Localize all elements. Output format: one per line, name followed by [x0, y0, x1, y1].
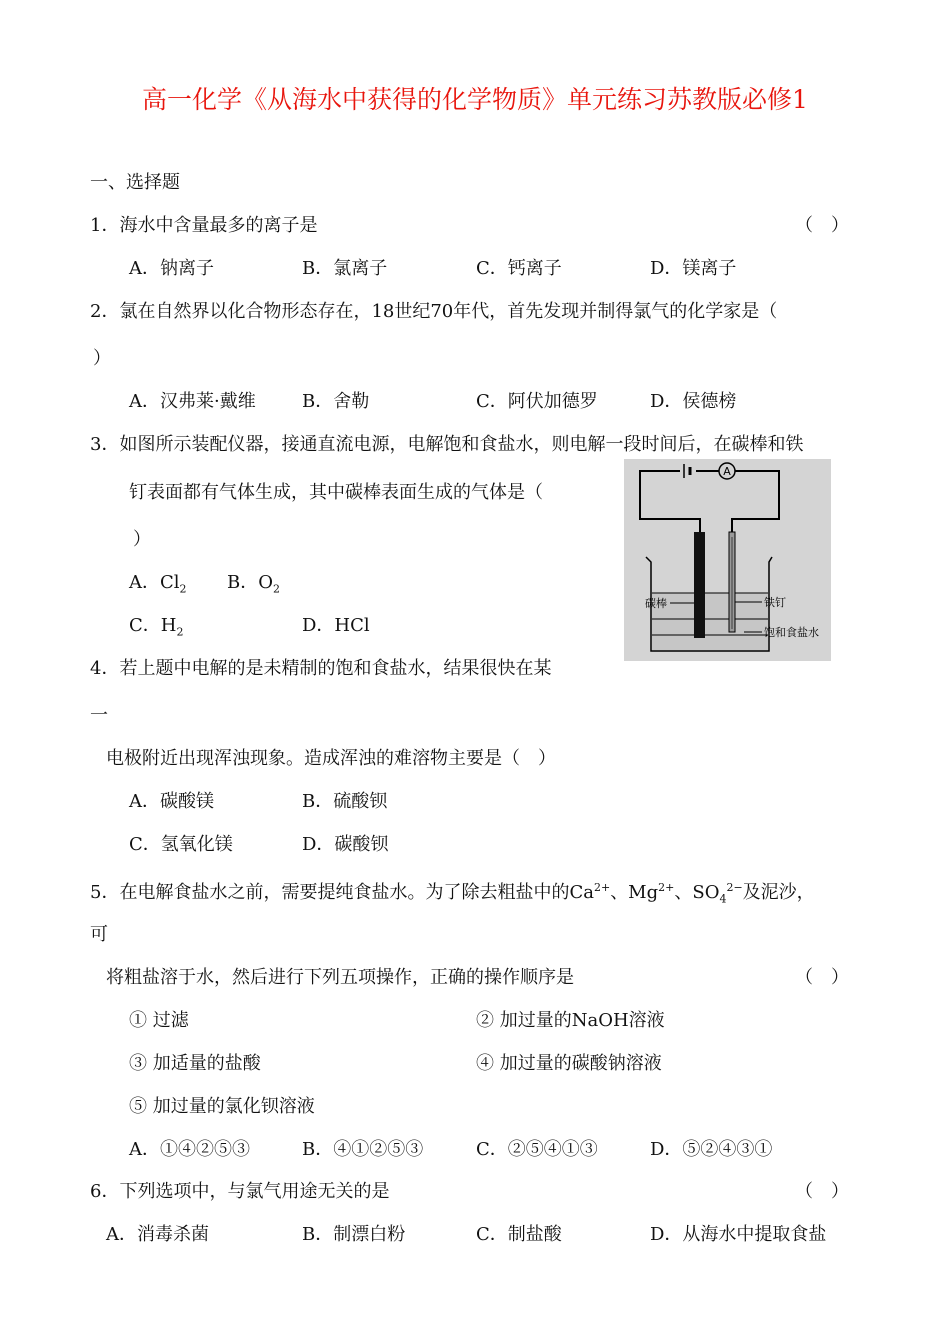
carbon-rod-label: 碳棒	[645, 597, 667, 610]
q5-answer-bracket: （ ）	[795, 967, 849, 988]
q6-option-d: D．从海水中提取食盐	[650, 1224, 827, 1245]
q5-operation-4: ④ 加过量的碳酸钠溶液	[476, 1053, 662, 1074]
q3-option-a: A．$Cl_2$	[129, 572, 187, 596]
q5-stem-line2: 将粗盐溶于水，然后进行下列五项操作，正确的操作顺序是	[106, 967, 574, 988]
q5-option-b: B．④①②⑤③	[302, 1139, 424, 1160]
q2-option-d: D．侯德榜	[650, 391, 737, 412]
q3-option-d: D．HCl	[302, 615, 370, 636]
q6-answer-bracket: （ ）	[795, 1181, 849, 1202]
q6-option-a: A．消毒杀菌	[106, 1224, 209, 1245]
q1-option-c: C．钙离子	[476, 258, 562, 279]
q1-option-d: D．镁离子	[650, 258, 737, 279]
q3-stem-continued: ）	[133, 529, 151, 550]
q2-option-a: A．汉弗莱·戴维	[129, 391, 256, 412]
ammeter-label: A	[723, 465, 731, 478]
q1-answer-bracket: （ ）	[795, 215, 849, 236]
q3-stem-line1: 3．如图所示装配仪器，接通直流电源，电解饱和食盐水，则电解一段时间后，在碳棒和铁	[90, 434, 804, 455]
q5-operation-5: ⑤ 加过量的氯化钡溶液	[129, 1096, 315, 1117]
q4-option-d: D．碳酸钡	[302, 834, 389, 855]
q2-option-c: C．阿伏加德罗	[476, 391, 598, 412]
q4-option-a: A．碳酸镁	[129, 791, 214, 812]
q1-option-b: B．氯离子	[302, 258, 388, 279]
q4-stem-line1: 4．若上题中电解的是未精制的饱和食盐水，结果很快在某	[90, 658, 552, 679]
q1-stem: 1．海水中含量最多的离子是	[90, 215, 318, 236]
q5-stem-line1-wrap: 可	[90, 924, 108, 945]
q2-stem-continued: ）	[93, 348, 111, 369]
q5-operation-3: ③ 加适量的盐酸	[129, 1053, 261, 1074]
q4-stem-line1-wrap: 一	[90, 705, 108, 726]
q3-option-b: B．$O_2$	[227, 572, 280, 596]
q3-option-c: C．$H_2$	[129, 615, 184, 639]
section-heading: 一、选择题	[90, 172, 180, 193]
q5-operation-2: ② 加过量的NaOH溶液	[476, 1010, 665, 1031]
q4-option-b: B．硫酸钡	[302, 791, 388, 812]
electrolysis-apparatus-figure	[624, 459, 831, 661]
q2-stem: 2．氯在自然界以化合物形态存在，18世纪70年代，首先发现并制得氯气的化学家是（	[90, 301, 778, 322]
q5-stem-line1: 5．在电解食盐水之前，需要提纯食盐水。为了除去粗盐中的$Ca^{2+}$、$Mg^{2+}$、$SO_4^{2-}$及泥沙，	[90, 881, 815, 906]
q3-stem-line2: 钉表面都有气体生成，其中碳棒表面生成的气体是（	[129, 482, 543, 503]
q6-option-c: C．制盐酸	[476, 1224, 562, 1245]
page-title: 高一化学《从海水中获得的化学物质》单元练习苏教版必修1	[142, 85, 808, 114]
iron-nail-label: 铁钉	[764, 596, 786, 609]
q4-stem-line2: 电极附近出现浑浊现象。造成浑浊的难溶物主要是（ ）	[106, 748, 556, 769]
q6-stem: 6．下列选项中，与氯气用途无关的是	[90, 1181, 390, 1202]
q5-operation-1: ① 过滤	[129, 1010, 189, 1031]
q4-option-c: C．氢氧化镁	[129, 834, 233, 855]
q5-option-a: A．①④②⑤③	[129, 1139, 250, 1160]
q2-option-b: B．舍勒	[302, 391, 370, 412]
q5-option-d: D．⑤②④③①	[650, 1139, 773, 1160]
saline-solution-label: 饱和食盐水	[764, 626, 819, 639]
q6-option-b: B．制漂白粉	[302, 1224, 406, 1245]
q1-option-a: A．钠离子	[129, 258, 214, 279]
q5-option-c: C．②⑤④①③	[476, 1139, 598, 1160]
